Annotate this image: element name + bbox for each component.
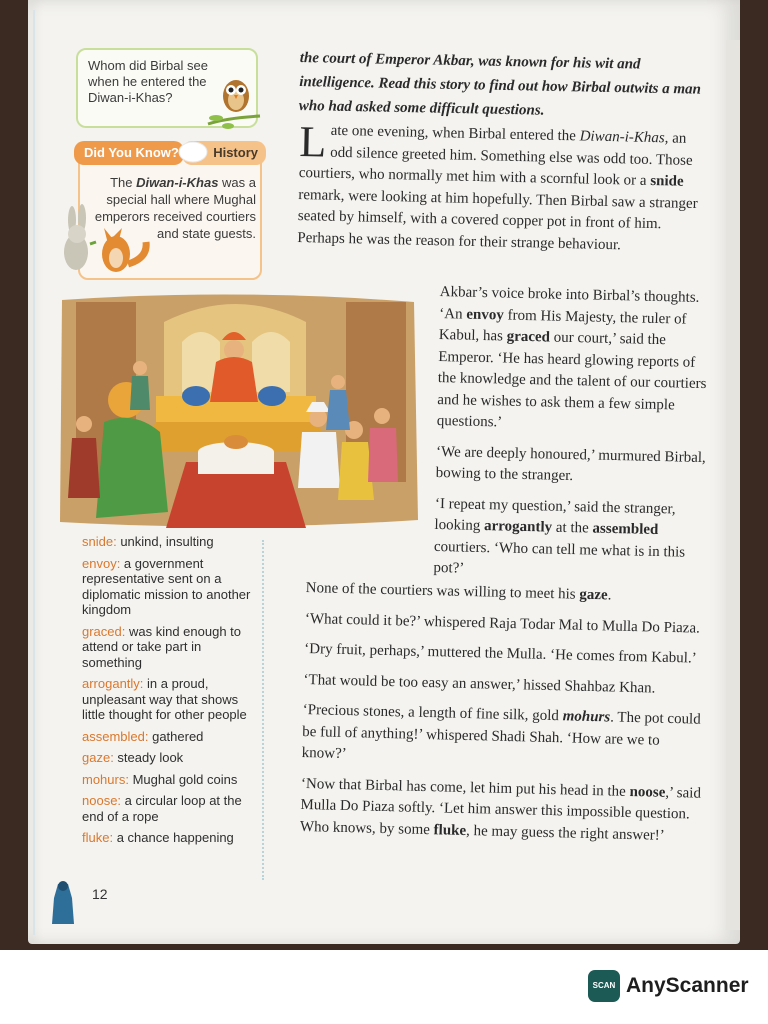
did-you-know-tab: Did You Know? — [74, 141, 184, 165]
page-number: 12 — [92, 886, 108, 902]
did-you-know-text: The Diwan-i-Khas was a special hall where Mughal emperors received courtiers and state guests. — [94, 175, 256, 241]
anyscanner-watermark — [588, 968, 749, 1004]
rabbit-and-fox-icon — [56, 198, 152, 278]
glossary-entry: arrogantly: in a proud, unpleasant way that shows little thought for other people — [82, 676, 247, 722]
history-tab: History — [182, 141, 266, 165]
story-paragraph-6: ‘What could it be?’ whispered Raja Todar Mal to Mulla Do Piaza. — [304, 610, 701, 637]
story-paragraph-1: Late one evening, when Birbal entered the Diwan-i-Khas, an odd silence greeted him. Something else was odd too. Those courtiers, who normally met him with a scornful look or a snide remark, were looking at him hopefully. Then Birbal saw a stranger seated by himself, with a covered copper pot in front of him. Perhaps he was the reason for their strange behaviour. — [297, 117, 698, 253]
brand-name: AnyScanner — [626, 974, 749, 997]
glossary-entry: envoy: a government representative sent on a diplomatic mission to another kingdom — [82, 555, 251, 617]
owl-icon — [206, 74, 262, 132]
cloud-icon — [176, 138, 210, 164]
anyscanner-logo-icon: SCAN — [588, 970, 620, 1002]
story-intro: the court of Emperor Akbar, was known for his wit and intelligence. Read this story to find out how Birbal outwits a man who had asked some difficult questions. — [298, 49, 702, 119]
glossary-entry: fluke: a chance happening — [82, 830, 234, 845]
page-edge — [726, 40, 740, 930]
glossary-entry: mohurs: Mughal gold coins — [82, 771, 238, 787]
story-paragraph-9: ‘Precious stones, a length of fine silk, gold mohurs. The pot could be full of anything!’ whispered Shadi Shah. ‘How are we to know?’ — [301, 701, 701, 763]
page-margin-line — [33, 10, 35, 935]
glossary-divider — [262, 540, 266, 880]
glossary-entry: graced: was kind enough to attend or take part in something — [82, 623, 242, 670]
figure-sticker-icon — [48, 878, 78, 928]
story-paragraph-5: None of the courtiers was willing to meet his gaze. — [305, 579, 612, 604]
story-paragraph-10: ‘Now that Birbal has come, let him put his head in the noose,’ said Mulla Do Piaza softly. ‘Let him answer this impossible question. Who knows, by some fluke, he may guess the right answer!’ — [299, 775, 702, 844]
glossary-entry: noose: a circular loop at the end of a rope — [82, 793, 242, 824]
story-paragraph-2: Akbar’s voice broke into Birbal’s thoughts. ‘An envoy from His Majesty, the ruler of Kabul, has graced our court,’ said the Emperor. ‘He has heard glowing reports of the knowledge and the talent of our courtiers and he wishes to ask them a few simple questions.’ — [436, 283, 707, 431]
glossary-entry: snide: unkind, insulting — [82, 534, 214, 549]
court-illustration — [56, 292, 420, 528]
drop-cap: L — [298, 117, 327, 167]
glossary — [82, 534, 258, 852]
story-lower-column — [299, 578, 711, 857]
story-paragraph-3: ‘We are deeply honoured,’ murmured Birbal, bowing to the stranger. — [435, 443, 706, 485]
glossary-entry: gaze: steady look — [82, 750, 184, 765]
story-right-column — [433, 282, 710, 595]
question-text: Whom did Birbal see when he entered the Diwan-i-Khas? — [88, 58, 208, 105]
glossary-entry: assembled: gathered — [82, 728, 204, 744]
story-paragraph-4: ‘I repeat my question,’ said the stranger, looking arrogantly at the assembled courtiers. ‘Who can tell me what is in this pot?’ — [433, 495, 686, 577]
story-paragraph-8: ‘That would be too easy an answer,’ hissed Shahbaz Khan. — [303, 671, 656, 697]
story-paragraph-7: ‘Dry fruit, perhaps,’ muttered the Mulla. ‘He comes from Kabul.’ — [304, 640, 697, 667]
